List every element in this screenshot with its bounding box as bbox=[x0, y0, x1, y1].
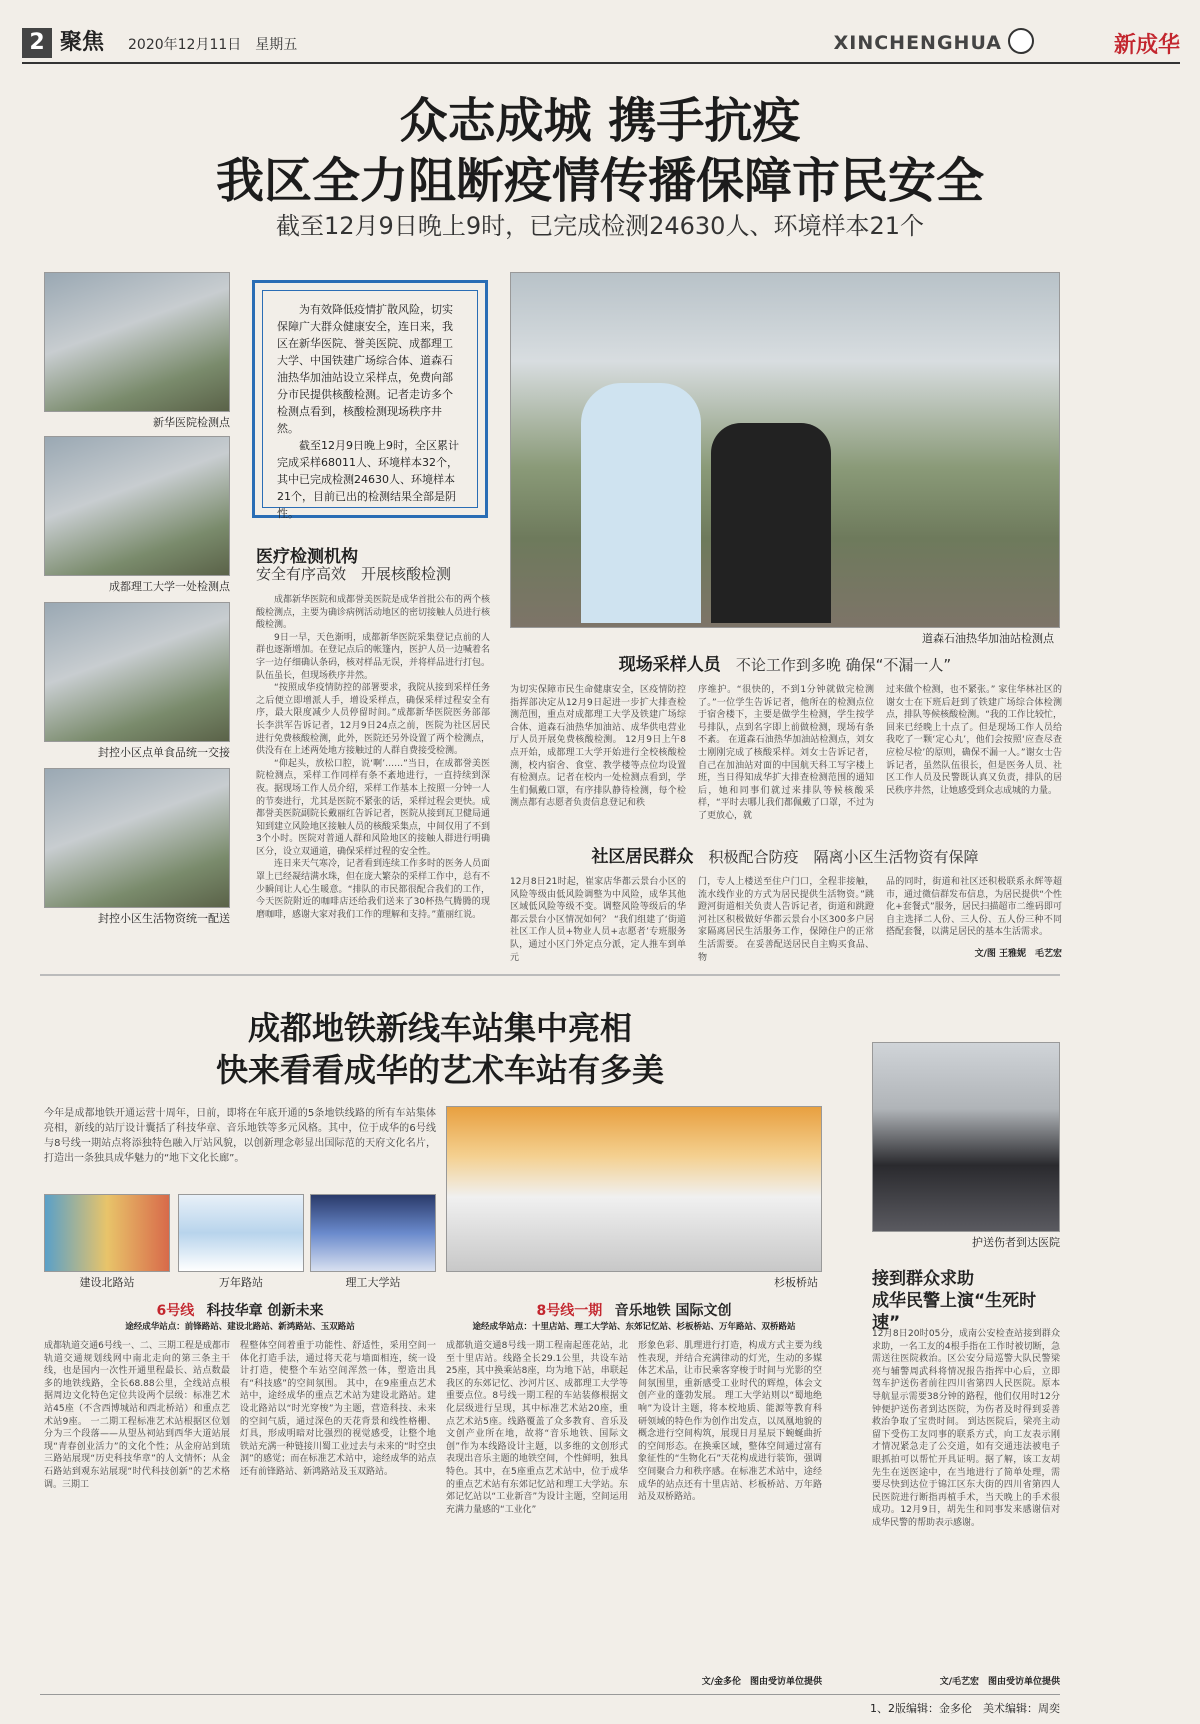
paragraph: 成都新华医院和成都誉美医院是成华首批公布的两个核酸检测点，主要为确诊病例活动地区的密切接触人员进行核酸检测。 bbox=[256, 595, 491, 631]
photo-caption: 万年路站 bbox=[219, 1276, 263, 1289]
line6-theme: 科技华章 创新未来 bbox=[206, 1303, 324, 1319]
article-column: 为切实保障市民生命健康安全，区疫情防控指挥部决定从12月9日起进一步扩大排查检测范围，重点对成都理工大学及铁建广场综合体、道森石油热华加油站、成华供电营业厅人员开展免费核酸检测。 12月9日上午8点开始，成都理工大学开始进行全校核酸检测，校内宿舍、食堂、教学楼等点位均设置有检测点。记者在校内一处检测点看到，学生们佩戴口罩，有序排队静待检测，每个检测点都有志愿者负责信息登记和秩 bbox=[510, 685, 686, 809]
photo-food-handover bbox=[44, 602, 230, 742]
section-title: 现场采样人员 bbox=[618, 655, 721, 675]
photo-caption: 道森石油热华加油站检测点 bbox=[922, 632, 1054, 645]
section-subtitle: 积极配合防疫 隔离小区生活物资有保障 bbox=[708, 848, 979, 866]
police-headline-line1: 接到群众求助 bbox=[872, 1269, 974, 1289]
section-name: 聚焦 bbox=[60, 30, 105, 55]
masthead-latin: XINCHENGHUA bbox=[833, 32, 1002, 54]
photo-caption: 新华医院检测点 bbox=[153, 416, 230, 429]
headline-line1: 众志成城 携手抗疫 bbox=[399, 93, 801, 149]
line8-stations: 途经成华站点：十里店站、理工大学站、东郊记忆站、杉板桥站、万年路站、双桥路站 bbox=[472, 1322, 796, 1332]
section-header bbox=[510, 842, 1060, 867]
section-title: 社区居民群众 bbox=[591, 847, 694, 867]
article-column: 12月8日21时起，崔家店华都云景台小区的风险等级由低风险调整为中风险，成华其他区域低风险等级不变。调整风险等级后的华都云景台小区情况如何？ “我们组建了‘街道社区工作人员+物业人员+志愿者’专班服务队，通过小区门外定点分派，定人推车到单元 bbox=[510, 877, 686, 963]
photo-caption: 理工大学站 bbox=[345, 1276, 401, 1289]
line6-name: 6号线 bbox=[156, 1303, 195, 1319]
line8-header bbox=[446, 1300, 822, 1320]
paragraph: 连日来天气寒冷，记者看到连续工作多时的医务人员面罩上已经凝结满水珠，但在庞大繁杂的采样工作中，总有不少瞬间让人心生暖意。“排队的市民都很配合我们的工作，今天医院附近的咖啡店还给我们送来了30杯热气腾腾的现磨咖啡，感谢大家对我们工作的理解和支持。”董丽红说。 bbox=[256, 859, 491, 920]
photo-police-escort bbox=[872, 1042, 1060, 1232]
resident-figure bbox=[711, 423, 831, 623]
article-column: 形象色彩、肌理进行打造，构成方式主要为线性表现，并结合充满律动的灯光，生动的多媒体艺术品，让市民乘客穿梭于时间与光影的空间氛围里，重新感受工业时代的辉煌，体会文创产业的蓬勃发展。 理工大学站则以“蜀地绝响”为设计主题，将本校地质、能源等教育科研领域的特色作为创作出发点，以凤凰地貌的概念进行空间构筑，展现日月星辰下蜿蜒曲折的空间形态。在换乘区域，整体空间通过富有象征性的“生物化石”天花构成进行装饰，强调空间聚合力和秩序感。在标准艺术站中，途经成华的站点还有十里店站、杉板桥站、万年路站及双桥路站。 bbox=[638, 1341, 822, 1503]
paragraph: 9日一早，天色渐明，成都新华医院采集登记点前的人群也逐渐增加。在登记点后的帐篷内，医护人员一边喊着名字一边仔细确认条码，核对样品无误，并将样品进行打包。队伍虽长，但现场秩序井然。 bbox=[256, 632, 491, 681]
editor-credits: 1、2版编辑：金多伦 美术编辑：周奕 bbox=[870, 1702, 1060, 1715]
photo-shanbanqiao bbox=[446, 1106, 822, 1272]
article-column: 品的同时，街道和社区还积极联系永辉等超市，通过微信群发布信息，为居民提供“个性化+套餐式”服务，居民扫描超市二维码即可自主选择二人份、三人份、五人份三种不同搭配套餐，以满足居民的基本生活需求。 bbox=[886, 877, 1062, 938]
line8-name: 8号线一期 bbox=[536, 1303, 603, 1319]
section-subtitle: 不论工作到多晚 确保“不漏一人” bbox=[735, 656, 952, 674]
byline: 文/图 王雅妮 毛艺宏 bbox=[974, 949, 1062, 959]
line6-header bbox=[44, 1300, 436, 1320]
article-column: 程整体空间着重于功能性、舒适性，采用空间一体化打造手法，通过将天花与墙面相连，统一设计打造，使整个车站空间浑然一体，塑造出具有“科技感”的空间氛围。 其中，在9座重点艺术站中，途经成华的重点艺术站为建设北路站。建设北路站以“时光穿梭”为主题，营造科技、未来的空间气质，通过深色的天花背景和线性格栅、灯具，形成明暗对比强烈的视觉感受，让整个地铁站充满一种链接川蜀工业过去与未来的“时空虫洞”的感觉；而在标准艺术站中，途经成华的站点还有前锋路站、新鸿路站及玉双路站。 bbox=[240, 1341, 436, 1477]
footer-rule bbox=[40, 1694, 1060, 1695]
article-column: 过来做个检测，也不紧张。” 家住华林社区的谢女士在下班后赶到了铁建广场综合体检测点，排队等候核酸检测。“我的工作比较忙，回来已经晚上十点了。但是现场工作人员给我吃了一颗‘定心丸’，他们会按照‘应查尽查 应检尽检’的原则，确保不漏一人。”谢女士告诉记者，虽然队伍很长，但是医务人员、社区工作人员及民警既认真又负责，排队的居民秩序井然，让她感受到众志成城的力量。 bbox=[886, 685, 1062, 796]
photo-wanniantu bbox=[178, 1194, 304, 1272]
byline: 文/金多伦 图由受访单位提供 bbox=[701, 1677, 822, 1687]
section-subtitle: 安全有序高效 开展核酸检测 bbox=[256, 565, 452, 583]
article-column: 序维护。“很快的，不到1分钟就做完检测了。”一位学生告诉记者，他所在的检测点位于宿舍楼下，主要是做学生检测，学生按学号排队，点到名字即上前做检测，现场有条不紊。 在道森石油热华加油站检测点，刘女士刚刚完成了核酸采样。刘女士告诉记者，自己在加油站对面的中国航天科工写字楼上班，当日得知成华扩大排查检测范围的通知后，她和同事们就过来排队等候核酸采样，“平时去哪儿我们都佩戴了口罩，不过为了更放心，就 bbox=[698, 685, 874, 821]
section-header bbox=[510, 650, 1060, 675]
metro-headline-line1: 成都地铁新线车站集中亮相 bbox=[247, 1009, 632, 1047]
metro-intro: 今年是成都地铁开通运营十周年，日前，即将在年底开通的5条地铁线路的所有车站集体亮相，新线的站厅设计囊括了科技华章、音乐地铁等多元风格。其中，位于成华的6号线与8号线一期站点将添独特色融入厅站风貌，以创新理念彰显出国际范的天府文化名片，打造出一条独具成华魅力的“地下文化长廊”。 bbox=[44, 1108, 436, 1164]
lead-paragraph: 为有效降低疫情扩散风险，切实保障广大群众健康安全，连日来，我区在新华医院、誉美医院、成都理工大学、中国铁建广场综合体、道森石油热华加油站设立采样点，免费向部分市民提供核酸检测。记者走访多个检测点看到，核酸检测现场秩序井然。 bbox=[277, 303, 453, 435]
paragraph: “按照成华疫情防控的部署要求，我院从接到采样任务之后便立即增派人手，增设采样点，确保采样过程安全有序，最大限度减少人员停留时间。”成都新华医院医务部部长李洪军告诉记者，12月9日24点之前，医院为社区居民进行免费核酸检测，此外，医院还另外设置了两个检测点，供没有在上述两处地方接触过的人群自费接受检测。 bbox=[256, 683, 491, 757]
article-body bbox=[256, 594, 490, 954]
photo-caption: 成都理工大学一处检测点 bbox=[109, 580, 230, 593]
line8-theme: 音乐地铁 国际文创 bbox=[614, 1303, 732, 1319]
photo-cdut-site bbox=[44, 436, 230, 576]
line6-stations: 途经成华站点：前锋路站、建设北路站、新鸿路站、玉双路站 bbox=[125, 1322, 355, 1332]
panda-logo-icon bbox=[1008, 28, 1034, 54]
photo-caption: 建设北路站 bbox=[79, 1276, 135, 1289]
ppe-worker-figure bbox=[581, 383, 701, 623]
photo-xinhua-hospital bbox=[44, 272, 230, 412]
headline-subtitle: 截至12月9日晚上9时，已完成检测24630人、环境样本21个 bbox=[276, 212, 924, 240]
section-title: 医疗检测机构 bbox=[256, 547, 358, 567]
photo-caption: 封控小区生活物资统一配送 bbox=[98, 912, 230, 925]
headline-line2: 我区全力阻断疫情传播保障市民安全 bbox=[215, 153, 984, 209]
byline: 文/毛艺宏 图由受访单位提供 bbox=[939, 1677, 1060, 1687]
photo-caption: 护送伤者到达医院 bbox=[972, 1236, 1060, 1249]
metro-headline-line2: 快来看看成华的艺术车站有多美 bbox=[215, 1051, 664, 1089]
masthead-logo: 新成华 bbox=[1113, 32, 1180, 58]
photo-caption: 杉板桥站 bbox=[774, 1276, 818, 1289]
lead-box bbox=[252, 280, 488, 518]
article-column: 门，专人上楼送至住户门口，全程非接触，流水线作业的方式为居民提供生活物资。”跳蹬河街道相关负责人告诉记者，街道和跳蹬河社区积极做好华都云景台小区300多户居家隔离居民生活服务工作，保障住户的正常生活需要。 在妥善配送居民自主购买食品、物 bbox=[698, 877, 874, 963]
police-headline-line2: 成华民警上演“生死时速” bbox=[872, 1291, 1037, 1333]
issue-date: 2020年12月11日 星期五 bbox=[128, 37, 298, 53]
photo-jianshebeilu bbox=[44, 1194, 170, 1272]
lead-paragraph: 截至12月9日晚上9时，全区累计完成采样68011人、环境样本32个，其中已完成检测24630人、环境样本21个，目前已出的检测结果全部是阴性。 bbox=[277, 439, 459, 520]
page-header bbox=[22, 22, 1180, 64]
section-divider bbox=[40, 974, 1060, 976]
article-column: 成都轨道交通6号线一、二、三期工程是成都市轨道交通规划线网中南北走向的第三条主干线，也是国内一次性开通里程最长、站点数最多的地铁线路，全长68.88公里，全线站点根据周边文化特色定位共设两个层级：标准艺术站45座（不含西博城站和西北桥站）和重点艺术站9座。 一二期工程标准艺术站根据区位划分为三个段落——从望丛祠站到西华大道站展现“青春创业活力”的文化个性；从金府站到琉三路站展现“历史科技华章”的人文情怀；从金石路站到观东站展现“时代科技创新”的艺术格调。三期工 bbox=[44, 1341, 230, 1490]
photo-caption: 封控小区点单食品统一交接 bbox=[98, 746, 230, 759]
photo-supply-delivery bbox=[44, 768, 230, 908]
article-column: 成都轨道交通8号线一期工程南起莲花站，北至十里店站。线路全长29.1公里，共设车站25座，其中换乘站8座，均为地下站，串联起我区的东郊记忆、沙河片区、成都理工大学等重要点位。8号线一期工程的车站装修根据文化层级进行呈现，其中标准艺术站20座，重点艺术站5座。线路覆盖了众多教育、音乐及文创产业所在地，故将“音乐地铁、国际文创”作为本线路设计主题，以多维的文创形式表现出音乐主题的地铁空间，个性鲜明，独具特色。其中，在5座重点艺术站中，位于成华的重点艺术站有东郊记忆站和理工大学站。东郊记忆站以“工业新音”为设计主题，空间运用充满力量感的“工业化” bbox=[446, 1341, 628, 1515]
photo-ligong bbox=[310, 1194, 436, 1272]
paragraph: “仰起头，放松口腔，说‘啊’……”当日，在成都誉美医院检测点，采样工作同样有条不紊地进行，一直持续到深夜。据现场工作人员介绍，采样工作基本上按照一分钟一人的节奏进行，尤其是医院不紧张的话，采样过程会更快。成都誉美医院副院长戴丽红告诉记者，医院从接到瓦卫健局通知到建立风险地区接触人员的核酸采集点，中间仅用了不到3个小时。医院对普通人群和风险地区的接触人群进行明确区分，设立双通道，确保采样过程的安全性。 bbox=[256, 758, 491, 857]
main-photo-swab-sampling bbox=[510, 272, 1060, 628]
article-body: 12月8日20时05分，成南公安检查站接到群众求助，一名工友的4根手指在工作时被切断，急需送往医院救治。区公安分局巡警大队民警梁亮与辅警周武科将情况报告指挥中心后，立即驾车护送伤者前往四川省第四人民医院。原本导航显示需要38分钟的路程，他们仅用时12分钟便护送伤者到达医院，为伤者及时得到妥善救治争取了宝贵时间。 到达医院后，梁亮主动留下受伤工友同事的联系方式，向工友表示刚才情况紧急走了公交道，如有交通违法被电子眼抓拍可以帮忙开具证明。据了解，该工友胡先生在送医途中，在当地进行了简单处理，需要尽快到达位于锦江区东大街的四川省第四人民医院进行断指再植手术，当天晚上的手术很成功。12月9日，胡先生和同事发来感谢信对成华民警的帮助表示感谢。 bbox=[872, 1329, 1060, 1528]
page-number: 2 bbox=[22, 28, 52, 58]
